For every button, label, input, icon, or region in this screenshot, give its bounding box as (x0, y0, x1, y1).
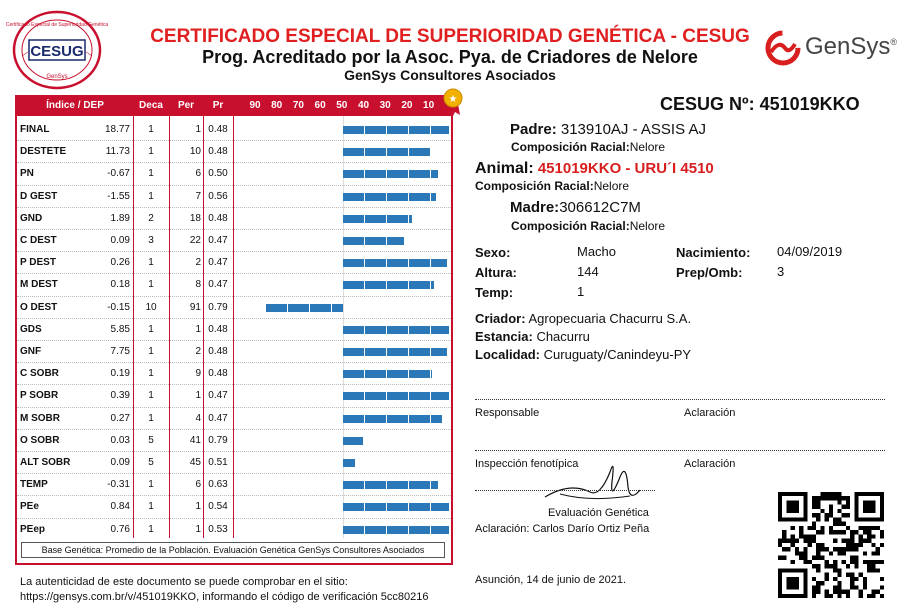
row-per-value: 18 (189, 212, 201, 224)
altura-value: 144 (577, 264, 599, 279)
row-deca-value: 1 (148, 146, 154, 158)
row-dep-value: -1.55 (107, 190, 130, 202)
sexo-label: Sexo: (475, 245, 511, 260)
company-name: GenSys Consultores Asociados (344, 67, 556, 83)
row-dep-value: 0.18 (110, 279, 130, 291)
row-pr-value: 0.54 (208, 501, 228, 513)
altura-label: Altura: (475, 265, 517, 280)
nacimiento-value: 04/09/2019 (777, 244, 843, 259)
row-per-value: 9 (195, 368, 201, 380)
row-separator (17, 207, 451, 208)
row-percentile-bar (343, 348, 447, 356)
row-per-value: 91 (189, 301, 201, 313)
row-per-value: 6 (195, 168, 201, 180)
responsable-label: Responsable (475, 407, 540, 419)
scale-tick-label: 20 (401, 100, 413, 111)
estancia: Estancia: Chacurru (475, 329, 590, 344)
verification-url: https://gensys.com.br/v/451019KKO, informando el código de verificación 5cc80216 (20, 591, 429, 603)
medal-icon (442, 88, 464, 116)
certificate-title: CERTIFICADO ESPECIAL DE SUPERIORIDAD GENÉTICA - CESUG (150, 26, 750, 47)
scale-tick-label: 90 (249, 100, 261, 111)
row-percentile-bar (343, 259, 447, 267)
row-pr-value: 0.47 (208, 235, 228, 246)
row-per-value: 1 (195, 390, 201, 402)
verification-text: La autenticidad de este documento se puede comprobar en el sitio: (20, 576, 348, 588)
evaluacion-label: Evaluación Genética (548, 507, 649, 519)
row-percentile-bar (343, 459, 355, 467)
table-footnote: Base Genética: Promedio de la Población. Evaluación Genética GenSys Consultores Asociados (21, 542, 445, 558)
padre-composicion: Composición Racial:Nelore (511, 140, 666, 154)
row-index-name: C SOBR (20, 368, 59, 380)
row-pr-value: 0.53 (208, 523, 228, 535)
temp-value: 1 (577, 284, 585, 299)
row-percentile-bar (343, 281, 434, 289)
row-dep-value: 1.89 (110, 212, 130, 224)
row-percentile-bar (343, 126, 449, 134)
prep-label: Prep/Omb: (676, 265, 743, 280)
row-index-name: M SOBR (20, 412, 60, 424)
row-dep-value: 0.39 (110, 390, 130, 402)
aclaracion-evaluador: Aclaración: Carlos Darío Ortiz Peña (475, 523, 650, 535)
row-index-name: P DEST (20, 257, 56, 269)
row-deca-value: 1 (148, 124, 154, 135)
signature-line (475, 450, 885, 451)
header-deca: Deca (133, 96, 169, 116)
row-dep-value: 0.09 (110, 457, 130, 468)
row-percentile-bar (343, 237, 404, 245)
row-index-name: GDS (20, 323, 42, 335)
madre: Madre:306612C7M (510, 199, 641, 216)
animal-composicion: Composición Racial:Nelore (475, 179, 630, 193)
row-separator (17, 495, 451, 496)
row-pr-value: 0.48 (208, 212, 228, 224)
row-pr-value: 0.48 (208, 346, 228, 357)
row-separator (17, 407, 451, 408)
madre-composicion: Composición Racial:Nelore (511, 219, 666, 233)
row-index-name: GND (20, 212, 43, 224)
row-index-name: FINAL (20, 124, 50, 135)
qr-code (778, 492, 884, 598)
criador: Criador: Agropecuaria Chacurru S.A. (475, 311, 692, 326)
row-deca-value: 1 (148, 412, 154, 424)
row-pr-value: 0.56 (208, 190, 228, 202)
header-indice: Índice / DEP (17, 96, 133, 116)
scale-tick-label: 10 (423, 100, 435, 111)
aclaracion-label: Aclaración (684, 458, 736, 470)
row-per-value: 7 (195, 190, 201, 202)
signature-scribble (540, 452, 650, 512)
row-dep-value: 0.84 (110, 501, 130, 513)
row-index-name: TEMP (20, 479, 48, 491)
row-index-name: PN (20, 168, 34, 180)
row-percentile-bar (343, 437, 363, 445)
row-separator (17, 185, 451, 186)
row-separator (17, 362, 451, 363)
row-pr-value: 0.79 (208, 434, 228, 446)
row-percentile-bar (343, 392, 449, 400)
row-index-name: P SOBR (20, 390, 59, 402)
row-dep-value: 0.03 (110, 434, 130, 446)
svg-text:★: ★ (448, 94, 458, 105)
row-deca-value: 1 (148, 279, 154, 291)
temp-label: Temp: (475, 285, 514, 300)
row-dep-value: -0.15 (107, 301, 130, 313)
row-index-name: O SOBR (20, 434, 60, 446)
row-dep-value: 0.76 (110, 523, 130, 535)
row-pr-value: 0.48 (208, 124, 228, 135)
scale-tick-label: 70 (292, 100, 304, 111)
scale-tick-label: 50 (336, 100, 348, 111)
row-deca-value: 1 (148, 479, 154, 491)
aclaracion-label: Aclaración (684, 407, 736, 419)
row-index-name: DESTETE (20, 146, 67, 158)
row-dep-value: 0.09 (110, 235, 130, 246)
row-dep-value: 0.27 (110, 412, 130, 424)
row-per-value: 1 (195, 501, 201, 513)
row-deca-value: 1 (148, 390, 154, 402)
row-index-name: ALT SOBR (20, 457, 71, 468)
row-separator (17, 273, 451, 274)
row-dep-value: -0.67 (107, 168, 130, 180)
row-deca-value: 1 (148, 346, 154, 357)
row-pr-value: 0.48 (208, 146, 228, 158)
row-per-value: 1 (195, 523, 201, 535)
scale-tick-label: 60 (314, 100, 326, 111)
row-deca-value: 1 (148, 168, 154, 180)
row-separator (17, 251, 451, 252)
row-pr-value: 0.47 (208, 390, 228, 402)
row-per-value: 1 (195, 323, 201, 335)
row-dep-value: 7.75 (110, 346, 130, 357)
row-dep-value: 18.77 (104, 124, 130, 135)
animal: Animal: 451019KKO - URU´I 4510 (475, 160, 714, 177)
row-per-value: 2 (195, 346, 201, 357)
row-deca-value: 1 (148, 257, 154, 269)
row-separator (17, 229, 451, 230)
row-percentile-bar (343, 193, 436, 201)
row-pr-value: 0.63 (208, 479, 228, 491)
signature-line (475, 399, 885, 400)
inspeccion-label: Inspección fenotípica (475, 458, 579, 470)
row-percentile-bar (343, 170, 438, 178)
certificate-subtitle: Prog. Acreditado por la Asoc. Pya. de Criadores de Nelore (202, 47, 698, 67)
sexo-value: Macho (577, 244, 617, 259)
row-index-name: C DEST (20, 235, 57, 246)
row-separator (17, 140, 451, 141)
seal-text-top: Certificado Especial de Superioridad Genética (5, 22, 109, 28)
row-dep-value: 0.26 (110, 257, 130, 269)
row-dep-value: 0.19 (110, 368, 130, 380)
row-index-name: O DEST (20, 301, 58, 313)
row-separator (17, 451, 451, 452)
scale-tick-label: 40 (357, 100, 370, 111)
scale-tick-label: 80 (271, 100, 283, 111)
nacimiento-label: Nacimiento: (676, 245, 751, 260)
row-separator (17, 340, 451, 341)
row-index-name: PEe (20, 501, 39, 513)
row-index-name: PEep (20, 523, 46, 535)
row-separator (17, 296, 451, 297)
row-deca-value: 10 (145, 301, 157, 313)
row-per-value: 4 (195, 412, 201, 424)
prep-value: 3 (777, 264, 785, 279)
row-separator (17, 318, 451, 319)
seal-text: CESUG (30, 43, 84, 60)
row-separator (17, 384, 451, 385)
row-per-value: 45 (189, 457, 201, 468)
row-percentile-bar (343, 326, 449, 334)
row-dep-value: -0.31 (107, 479, 130, 491)
row-per-value: 10 (189, 146, 201, 158)
header-per: Per (169, 96, 203, 116)
row-percentile-bar (343, 415, 442, 423)
row-percentile-bar (343, 148, 430, 156)
row-per-value: 2 (195, 257, 201, 269)
row-deca-value: 1 (148, 501, 154, 513)
row-deca-value: 5 (148, 434, 154, 446)
row-index-name: M DEST (20, 279, 58, 291)
row-percentile-bar (343, 215, 412, 223)
row-pr-value: 0.50 (208, 168, 228, 180)
row-separator (17, 518, 451, 519)
row-pr-value: 0.79 (208, 301, 228, 313)
padre: Padre: 313910AJ - ASSIS AJ (510, 121, 706, 138)
column-divider (233, 116, 234, 538)
row-per-value: 1 (195, 124, 201, 135)
signature-line (475, 490, 655, 491)
row-percentile-bar (343, 481, 438, 489)
row-deca-value: 1 (148, 368, 154, 380)
row-dep-value: 11.73 (105, 146, 130, 158)
row-pr-value: 0.47 (208, 279, 228, 291)
row-pr-value: 0.48 (208, 368, 228, 380)
row-separator (17, 429, 451, 430)
row-pr-value: 0.47 (208, 412, 228, 424)
row-deca-value: 2 (148, 212, 154, 224)
issue-date: Asunción, 14 de junio de 2021. (475, 574, 627, 586)
row-deca-value: 3 (148, 235, 154, 246)
row-per-value: 41 (189, 434, 201, 446)
localidad: Localidad: Curuguaty/Canindeyu-PY (475, 347, 692, 362)
scale-tick-label: 30 (379, 100, 391, 111)
row-percentile-bar (343, 503, 449, 511)
row-pr-value: 0.48 (208, 323, 228, 335)
row-deca-value: 1 (148, 523, 154, 535)
row-percentile-bar (266, 304, 343, 312)
seal-text-bottom: GenSys (46, 74, 68, 80)
row-percentile-bar (343, 370, 432, 378)
row-deca-value: 1 (148, 323, 154, 335)
row-pr-value: 0.51 (208, 457, 228, 468)
row-dep-value: 5.85 (110, 323, 130, 335)
row-index-name: D GEST (20, 190, 58, 202)
row-index-name: GNF (20, 346, 42, 357)
row-per-value: 22 (189, 235, 201, 246)
row-pr-value: 0.47 (208, 257, 228, 269)
gensys-logo-icon (765, 30, 801, 66)
row-deca-value: 1 (148, 190, 154, 202)
row-separator (17, 162, 451, 163)
row-per-value: 8 (195, 279, 201, 291)
row-per-value: 6 (195, 479, 201, 491)
gensys-logo-text: GenSys® (805, 33, 898, 60)
row-percentile-bar (343, 526, 449, 534)
header-pr: Pr (203, 96, 233, 116)
row-deca-value: 5 (148, 457, 154, 468)
row-separator (17, 473, 451, 474)
cesug-number: CESUG Nº: 451019KKO (660, 94, 860, 114)
